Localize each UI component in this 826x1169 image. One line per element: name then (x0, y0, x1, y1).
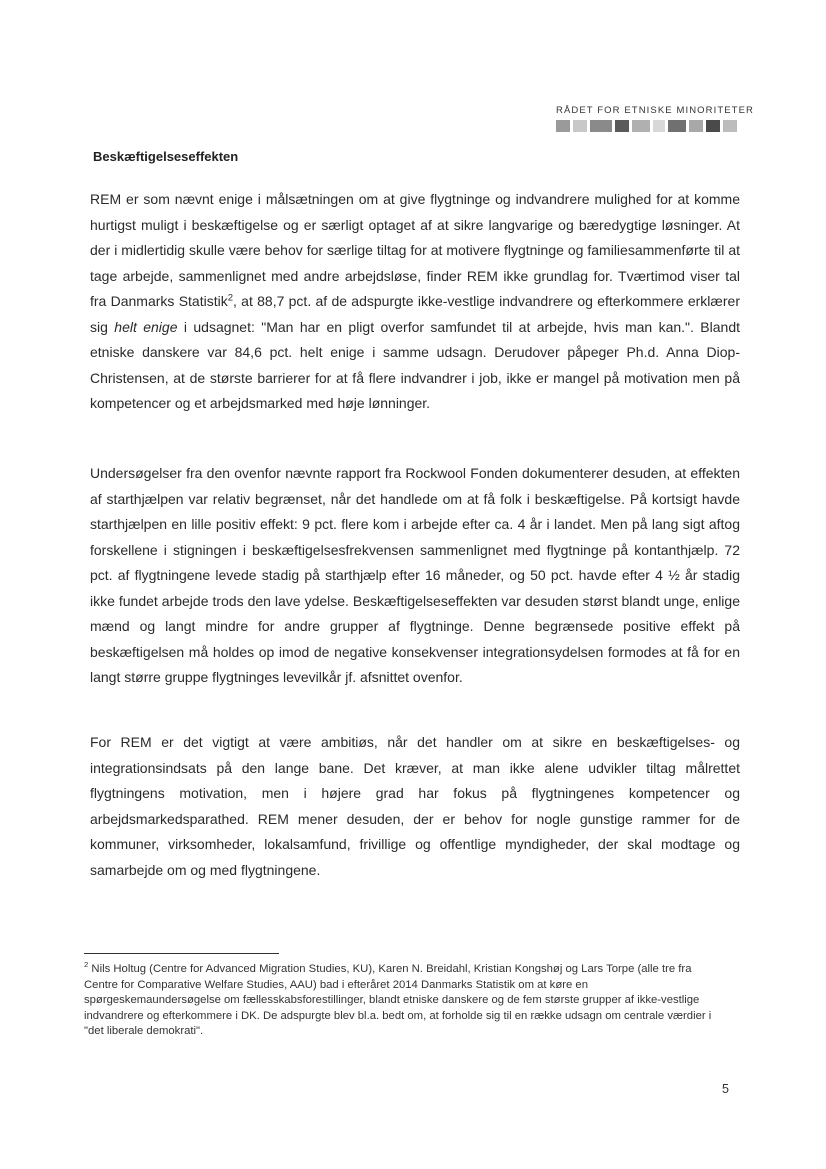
paragraph-1-text-a: REM er som nævnt enige i målsætningen om at give flygtninge og indvandrere mulighed for at komme hurtigst muligt i beskæftigelse og er særligt optaget af at sikre langvarige og bæredygtige løsninger. At der i midlertidig skulle være behov for særlige tiltag for at motivere flygtninge og familiesammenførte til at tage arbejde, sammenlignet med andre arbejdsløse, finder REM ikke grundlag for. Tværtimod viser tal fra Danmarks Statistik (90, 191, 740, 309)
organization-header (556, 105, 754, 132)
brand-bar-segment (668, 120, 686, 132)
paragraph-2: Undersøgelser fra den ovenfor nævnte rapport fra Rockwool Fonden dokumenterer desuden, at effekten af starthjælpen var relativ begrænset, når det handlede om at få folk i beskæftigelse. På kortsigt havde starthjælpen en lille positiv effekt: 9 pct. flere kom i arbejde efter ca. 4 år i landet. Men på lang sigt aftog forskellene i stigningen i beskæftigelsesfrekvensen sammenlignet med flygtninge på kontanthjælp. 72 pct. af flygtningene levede stadig på starthjælp efter 16 måneder, og 50 pct. havde efter 4 ½ år stadig ikke fundet arbejde trods den lave ydelse. Beskæftigelseseffekten var desuden størst blandt unge, enlige mænd og langt mindre for andre grupper af flygtninge. Denne begrænsede positive effekt på beskæftigelsen må holdes op imod de negative konsekvenser integrationsydelsen formodes at få for en langt større gruppe flygtninges levevilkår jf. afsnittet ovenfor. (90, 465, 740, 685)
organization-name: RÅDET FOR ETNISKE MINORITETER (556, 105, 754, 116)
emphasis-text: helt enige (114, 318, 178, 335)
section-heading: Beskæftigelseseffekten (93, 149, 239, 164)
paragraph-1-text-c: i udsagnet: "Man har en pligt overfor samfundet til at arbejde, hvis man kan.". Blandt etniske danskere var 84,6 pct. helt enige i samme udsagn. Derudover påpeger Ph.d. Anna Diop-Christensen, at de største barrierer for at få flere indvandrer i job, ikke er mangel på motivation men på kompetencer og et arbejdsmarked med høje lønninger. (90, 318, 740, 411)
page-number: 5 (722, 1082, 729, 1096)
brand-bar-segment (689, 120, 703, 132)
brand-color-bar (556, 120, 740, 132)
brand-bar-segment (590, 120, 612, 132)
brand-bar-segment (653, 120, 665, 132)
brand-bar-segment (573, 120, 587, 132)
footnote-reference: 2 (227, 292, 233, 304)
footnote (84, 962, 724, 1040)
paragraph-1-text-b: , at 88,7 pct. af de adspurgte ikke-vestlige indvandrere og efterkommere erklærer sig (90, 293, 740, 335)
paragraph-3: For REM er det vigtigt at være ambitiøs, når det handler om at sikre en beskæftigelses- og integrationsindsats på den lange bane. Det kræver, at man ikke alene udvikler tiltag målrettet flygtningens motivation, men i højere grad har fokus på flygtningenes kompetencer og arbejdsmarkedsparathed. REM mener desuden, der er behov for nogle gunstige rammer for de kommuner, virksomheder, lokalsamfund, frivillige og offentlige myndigheder, der skal modtage og samarbejde om og med flygtningene. (90, 734, 740, 878)
footnote-divider (84, 953, 279, 954)
paragraph-1 (90, 187, 740, 417)
brand-bar-segment (723, 120, 737, 132)
footnote-text: Nils Holtug (Centre for Advanced Migration Studies, KU), Karen N. Breidahl, Kristian Kongshøj og Lars Torpe (alle tre fra Centre for Comparative Welfare Studies, AAU) bad i efteråret 2014 Danmarks Statistik om at køre en spørgeskemaundersøgelse om fællesskabsforestillinger, blandt etniske danskere og de fem største grupper af ikke-vestlige indvandrere og efterkommere i DK. De adspurgte blev bl.a. bedt om, at forholde sig til en række udsagn om centrale værdier i "det liberale demokrati". (84, 963, 712, 1037)
footnote-marker: 2 (84, 960, 89, 970)
brand-bar-segment (615, 120, 629, 132)
brand-bar-segment (556, 120, 570, 132)
brand-bar-segment (706, 120, 720, 132)
brand-bar-segment (632, 120, 650, 132)
